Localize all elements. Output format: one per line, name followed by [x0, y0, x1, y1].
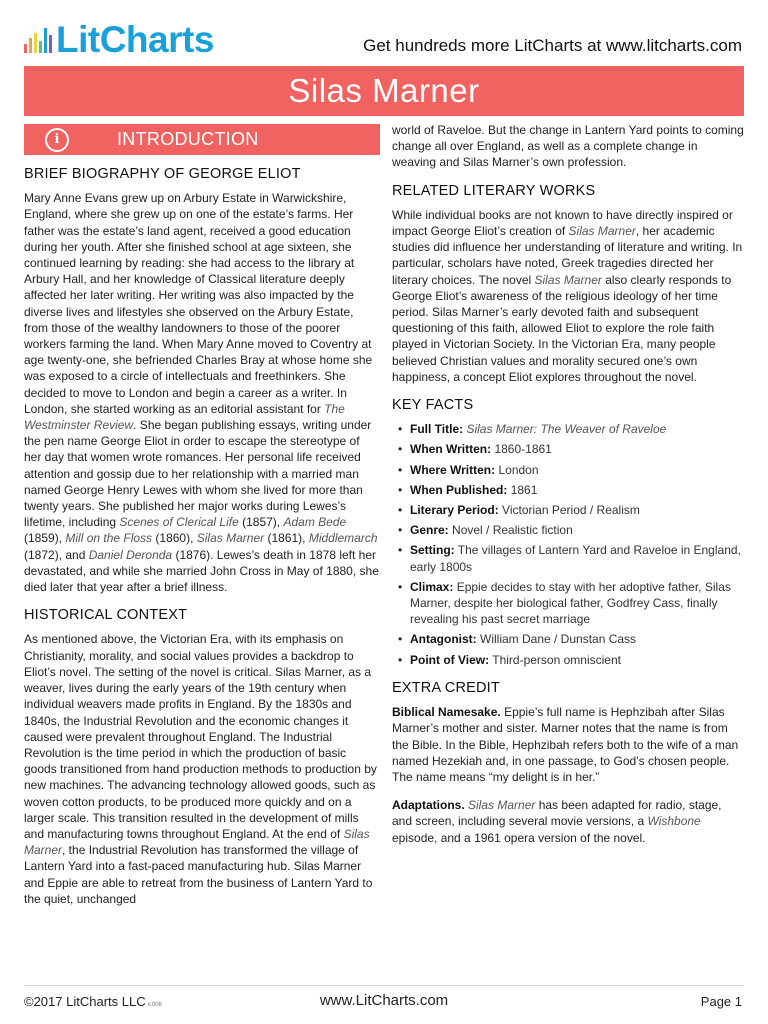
key-fact-item: • Genre: Novel / Realistic fiction	[392, 522, 744, 538]
key-fact-item: • Point of View: Third-person omniscient	[392, 652, 744, 668]
key-fact-item: • When Published: 1861	[392, 482, 744, 498]
footer-site-link[interactable]: www.LitCharts.com	[319, 992, 449, 1009]
footer-copyright: ©2017 LitCharts LLC v.006	[24, 994, 162, 1009]
logo-bars-icon	[24, 27, 52, 53]
key-fact-item: • Literary Period: Victorian Period / Realism	[392, 502, 744, 518]
extra-credit-adaptations: Adaptations. Silas Marner has been adapted for radio, stage, and screen, including several movie versions, a Wishbone episode, and a 1961 opera version of the novel.	[392, 798, 722, 845]
key-fact-item: • Climax: Eppie decides to stay with her adoptive father, Silas Marner, despite her biological father, Godfrey Cass, finally revealing his past secret marriage	[392, 579, 744, 628]
key-fact-item: • Setting: The villages of Lantern Yard and Raveloe in England, early 1800s	[392, 542, 744, 574]
related-works-text: While individual books are not known to have directly inspired or impact George Eliot’s creation of Silas Marner, her academic studies did influence her understanding of literature and writing. In particular, scholars have noted, Greek tragedies directed her literary choices. The novel Silas Marner also clearly responds to George Eliot’s awareness of the religious ideology of her time period. Silas Marner’s early devoted faith and subsequent questioning of this faith, allowed Eliot to explore the role faith played in Victorian Society. In the Victorian Era, many people believed Christian values and morality secured one’s own happiness, a concept Eliot explores throughout the novel.	[392, 207, 743, 384]
introduction-label: INTRODUCTION	[117, 129, 259, 149]
key-facts-heading: KEY FACTS	[392, 397, 474, 414]
promo-text: Get hundreds more LitCharts at www.litcharts.com	[363, 36, 742, 55]
biography-section	[24, 166, 380, 595]
introduction-banner	[24, 124, 380, 155]
historical-heading: HISTORICAL CONTEXT	[24, 607, 188, 624]
historical-continued	[392, 122, 744, 171]
key-fact-item: • Full Title: Silas Marner: The Weaver of Raveloe	[392, 421, 744, 437]
extra-credit-namesake: Biblical Namesake. Eppie’s full name is Hephzibah after Silas Marner’s mother and sister. Marner notes that the name is from the Bible. In the Bible, Hephzibah refers both to the wife of a man named Hezekiah and, in one passage, to God’s chosen people. The name means “my delight is in her.”	[392, 705, 739, 784]
biography-heading: BRIEF BIOGRAPHY OF GEORGE ELIOT	[24, 166, 301, 182]
key-fact-item: • Where Written: London	[392, 462, 744, 478]
biography-text: Mary Anne Evans grew up on Arbury Estate in Warwickshire, England, where she grew up on one of the estate’s farms. Her father was the estate’s land agent, received a good education during her youth. After she finished school at age sixteen, she continued learning by reading: she had access to the library at Arbury Hall, and her knowledge of Classical literature deeply affected her later writing. Her writing was also impacted by the diverse lives and lifestyles she observed on the Arbury Estate, from those of the wealthy landowners to those of the poorer workers farming the land. When Mary Anne moved to Coventry at age twenty-one, she befriended Charles Bray at whose home she was exposed to a circle of intellectuals and freethinkers. She decided to move to London and begin a career as a writer. In London, she started working as an editorial assistant for The Westminster Review. She began publishing essays, writing under the pen name George Eliot in order to escape the stereotype of her day that women wrote romances. Her personal life received attention and gossip due to her relationship with a married man named George Henry Lewes with whom she lived for more than twenty years. She published her major works during Lewes’s lifetime, including Scenes of Clerical Life (1857), Adam Bede (1859), Mill on the Floss (1860), Silas Marner (1861), Middlemarch (1872), and Daniel Deronda (1876). Lewes’s death in 1878 left her devastated, and while she married John Cross in May of 1880, she died later that year after a brief illness.	[24, 191, 379, 595]
extra-credit-heading: EXTRA CREDIT	[392, 679, 500, 696]
logo-text: LitCharts	[56, 19, 214, 60]
key-fact-item: • When Written: 1860-1861	[392, 441, 744, 457]
litcharts-logo[interactable]	[24, 20, 214, 60]
right-column	[392, 122, 744, 858]
key-facts-section	[392, 397, 744, 668]
key-facts-list	[392, 421, 744, 668]
related-works-heading: RELATED LITERARY WORKS	[392, 182, 596, 199]
footer-divider	[24, 985, 744, 986]
extra-credit-section	[392, 680, 744, 846]
historical-text-continued: world of Raveloe. But the change in Lantern Yard points to coming change all over England, as well as a complete change in weaving and Silas Marner’s own profession.	[392, 123, 744, 170]
historical-text: As mentioned above, the Victorian Era, with its emphasis on Christianity, morality, and social values provides a backdrop to Eliot’s novel. The setting of the novel is critical. Silas Marner, as a weaver, lives during the early years of the 19th century when individual weavers made profits in England. By the 1830s and 1840s, the Industrial Revolution and the economic changes it caused were prevalent throughout England. The Industrial Revolution is the time period in which the production of basic goods transitioned from hand production methods to production by new machines. The advancing technology allowed goods, such as woven cotton products, to be produced more quickly and on a larger scale. This transition resulted in the development of mills and manufacturing towns throughout England. At the end of Silas Marner, the Industrial Revolution has transformed the village of Lantern Yard into a fast-paced manufacturing hub. Silas Marner and Eppie are able to retreat from the business of Lantern Yard to the quiet, unchanged	[24, 632, 377, 906]
historical-section	[24, 607, 380, 907]
footer-page-number: Page 1	[700, 994, 742, 1009]
related-works-section	[392, 183, 744, 385]
key-fact-item: • Antagonist: William Dane / Dunstan Cass	[392, 631, 744, 647]
page-title: Silas Marner	[288, 72, 480, 109]
info-icon: i	[45, 128, 69, 152]
left-column	[24, 166, 380, 919]
title-banner	[24, 66, 744, 116]
footer-version: v.006	[147, 1002, 162, 1008]
